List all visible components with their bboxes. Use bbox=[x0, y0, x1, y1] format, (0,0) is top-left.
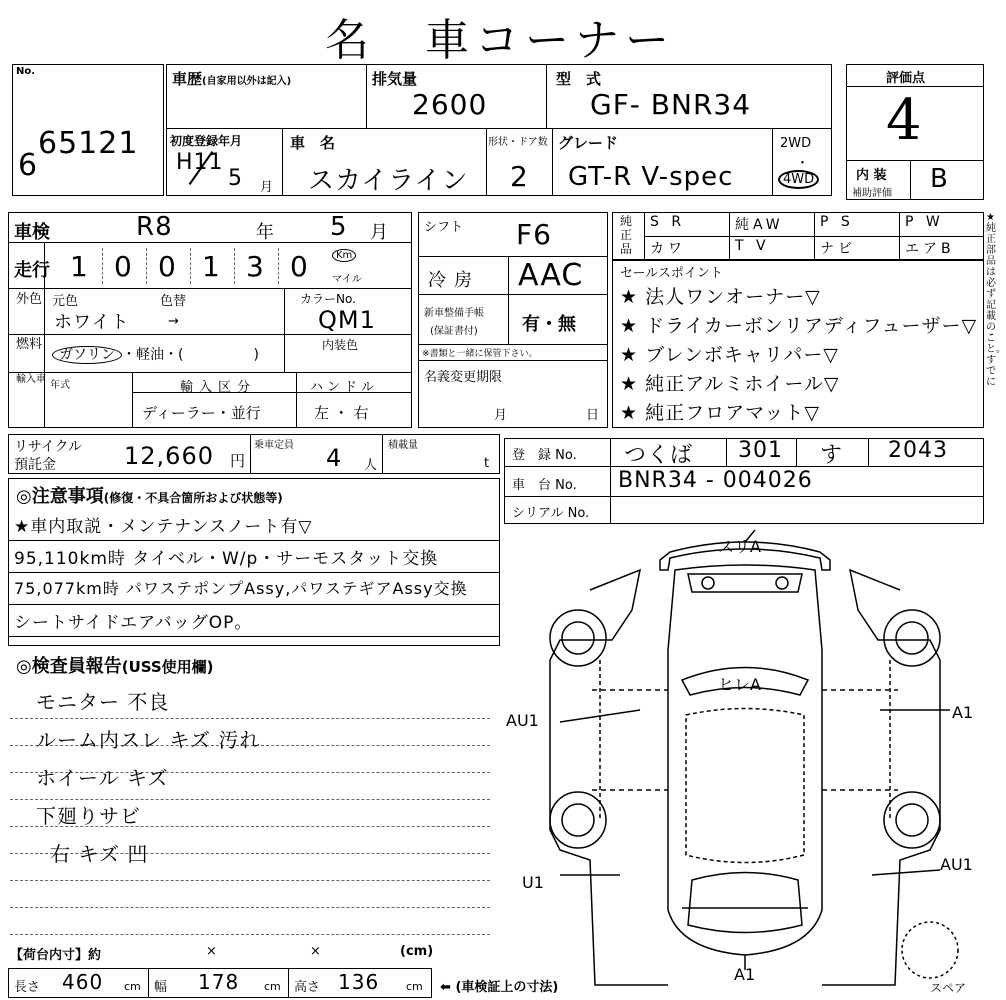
color-no-value: QM1 bbox=[318, 306, 376, 334]
mark-rear: スリA bbox=[718, 537, 761, 556]
mark-bottom: A1 bbox=[734, 965, 756, 984]
service-book-value: 有・無 bbox=[522, 314, 576, 335]
lot-number: 65121 bbox=[38, 126, 139, 161]
cargo-x1: × bbox=[206, 944, 217, 959]
equipment-item: 純AW bbox=[735, 217, 784, 233]
handle-label: ハンドル bbox=[310, 380, 379, 395]
grade-score-value: 4 bbox=[886, 88, 923, 153]
equipment-item: ナビ bbox=[820, 241, 856, 257]
lot-prefix: 6 bbox=[18, 148, 39, 183]
height-label: 高さ bbox=[294, 980, 321, 995]
name-change-day: 日 bbox=[586, 408, 600, 423]
import-category-value: ディーラー・並行 bbox=[142, 404, 261, 422]
drive-4wd: 4WD bbox=[778, 172, 819, 187]
no-label: No. bbox=[16, 66, 36, 77]
sales-point-item: ★ 純正アルミホイール▽ bbox=[620, 373, 840, 395]
interior-value: B bbox=[930, 164, 949, 194]
fuel-label: 燃料 bbox=[16, 337, 43, 352]
note-line: シートサイドエアバッグOP。 bbox=[14, 613, 253, 633]
name-change-month: 月 bbox=[494, 408, 508, 423]
mark-right-front: A1 bbox=[952, 703, 974, 722]
mileage-unit-mile: マイル bbox=[332, 274, 362, 285]
doors-value: 2 bbox=[510, 160, 529, 193]
note-line: ★車内取説・メンテナンスノート有▽ bbox=[14, 517, 313, 537]
cargo-x2: × bbox=[310, 944, 321, 959]
spare-label: スペア bbox=[930, 981, 967, 995]
width-unit: cm bbox=[264, 980, 281, 993]
equipment-label: 純正品 bbox=[620, 214, 633, 256]
equipment-item: P W bbox=[905, 214, 944, 230]
mileage-digit: 1 bbox=[202, 250, 221, 283]
capacity-value: 4 bbox=[326, 444, 343, 472]
registration-area: つくば bbox=[624, 443, 694, 468]
import-category-label: 輸入区分 bbox=[180, 380, 257, 395]
chassis-value: BNR34 - 004026 bbox=[618, 468, 813, 493]
import-label: 輸入車 bbox=[16, 374, 46, 385]
mark-roof: ヒレA bbox=[718, 675, 761, 694]
drive-2wd: 2WD bbox=[780, 136, 812, 151]
height-value: 136 bbox=[338, 970, 380, 994]
registration-kana: す bbox=[820, 443, 844, 468]
mileage-digit: 3 bbox=[246, 250, 265, 283]
drive-dot: ・ bbox=[796, 156, 810, 171]
first-reg-label: 初度登録年月 bbox=[170, 134, 243, 148]
load-unit: t bbox=[484, 456, 490, 471]
displacement-label: 排気量 bbox=[372, 70, 418, 88]
note-line: 95,110km時 タイベル・W/p・サーモスタット交換 bbox=[14, 549, 439, 569]
grade-label: グレード bbox=[558, 134, 619, 152]
mileage-label: 走行 bbox=[14, 260, 50, 281]
capacity-label: 乗車定員 bbox=[254, 440, 294, 451]
first-reg-month: 5 bbox=[228, 166, 243, 191]
registration-class: 301 bbox=[738, 438, 783, 463]
length-label: 長さ bbox=[14, 980, 41, 995]
registration-number: 2043 bbox=[888, 438, 948, 463]
arrow-left-icon: ⬅ bbox=[440, 980, 451, 995]
grade-value: GT-R V-spec bbox=[568, 162, 734, 192]
first-reg-year: H11 bbox=[176, 150, 224, 175]
mileage-digit: 0 bbox=[290, 250, 309, 283]
interior-label-1: 内 装 bbox=[856, 168, 887, 183]
inspection-label: 車検 bbox=[14, 222, 50, 243]
inspection-month-value: 5 bbox=[330, 212, 348, 242]
inspector-line: モニター 不良 bbox=[36, 690, 170, 714]
car-name-value: スカイライン bbox=[308, 166, 469, 196]
chassis-label: 車 台 No. bbox=[512, 478, 577, 493]
import-year-label: 年式 bbox=[50, 380, 70, 391]
mileage-digit: 0 bbox=[158, 250, 177, 283]
grade-score-label: 評価点 bbox=[886, 71, 926, 86]
note-line: 75,077km時 パワステポンプAssy,パワステギアAssy交換 bbox=[14, 579, 468, 598]
aircon-value: AAC bbox=[518, 258, 584, 293]
inspector-line: ホイール キズ bbox=[36, 766, 169, 790]
inspection-value: R8 bbox=[136, 212, 173, 242]
mark-right-rear: AU1 bbox=[940, 855, 973, 874]
sales-point-item: ★ 法人ワンオーナー▽ bbox=[620, 286, 821, 308]
equipment-item: エアB bbox=[905, 241, 955, 257]
model-label: 型 式 bbox=[556, 70, 602, 88]
displacement-value: 2600 bbox=[412, 88, 488, 121]
sales-point-item: ★ 純正フロアマット▽ bbox=[620, 402, 820, 424]
recycle-unit: 円 bbox=[230, 452, 246, 470]
interior-label-2: 補助評価 bbox=[852, 188, 892, 199]
mileage-digit: 1 bbox=[70, 250, 89, 283]
aircon-label: 冷房 bbox=[428, 270, 480, 291]
shift-value: F6 bbox=[516, 218, 552, 251]
mark-left-front: AU1 bbox=[506, 711, 539, 730]
repaint-arrow: → bbox=[168, 314, 179, 329]
sales-point-item: ★ ドライカーボンリアディフューザー▽ bbox=[620, 315, 978, 337]
equipment-item: P S bbox=[820, 214, 854, 230]
name-change-label: 名義変更期限 bbox=[424, 370, 503, 385]
height-unit: cm bbox=[406, 980, 423, 993]
recycle-value: 12,660 bbox=[124, 442, 214, 470]
interior-color-label: 内装色 bbox=[322, 338, 359, 352]
page-title: 名 車コーナー bbox=[325, 15, 675, 66]
color-no-label: カラーNo. bbox=[300, 292, 356, 306]
load-label: 積載量 bbox=[388, 440, 418, 451]
equipment-item: S R bbox=[650, 214, 686, 230]
inspector-title: ◎検査員報告(USS使用欄) bbox=[16, 656, 214, 677]
cargo-unit: (cm) bbox=[400, 944, 434, 959]
middle-info-table bbox=[418, 212, 608, 428]
inspector-line: 下廻りサビ bbox=[36, 804, 141, 828]
recycle-label-1: リサイクル bbox=[14, 439, 83, 455]
first-reg-month-unit: 月 bbox=[260, 180, 274, 195]
recycle-label-2: 預託金 bbox=[14, 457, 56, 473]
equipment-item: カワ bbox=[650, 241, 686, 257]
serial-label: シリアル No. bbox=[512, 506, 590, 521]
mileage-digit: 0 bbox=[114, 250, 133, 283]
sales-point-item: ★ ブレンボキャリパー▽ bbox=[620, 344, 839, 366]
registration-label: 登 録 No. bbox=[512, 448, 577, 463]
inspector-line: ルーム内スレ キズ 汚れ bbox=[36, 728, 261, 752]
length-unit: cm bbox=[124, 980, 141, 993]
dimensions-note: ⬅ (車検証上の寸法) bbox=[440, 980, 559, 995]
service-book-label-2: (保証書付) bbox=[430, 326, 478, 337]
service-book-label-1: 新車整備手帳 bbox=[424, 308, 484, 319]
history-label: 車歴(自家用以外は記入) bbox=[172, 70, 292, 88]
width-value: 178 bbox=[198, 970, 240, 994]
original-color-value: ホワイト bbox=[54, 312, 130, 333]
handle-value: 左 ・ 右 bbox=[314, 404, 369, 422]
car-name-label: 車 名 bbox=[290, 134, 336, 152]
inspector-line: 右 キズ 凹 bbox=[50, 842, 149, 866]
capacity-unit: 人 bbox=[364, 458, 378, 473]
mark-left-rear: U1 bbox=[522, 873, 544, 892]
notes-title: ◎注意事項(修復・不具合箇所および状態等) bbox=[16, 486, 283, 507]
length-value: 460 bbox=[62, 970, 104, 994]
service-book-note: ※書類と一緒に保管下さい。 bbox=[422, 349, 538, 359]
cargo-label: 【荷台内寸】約 bbox=[10, 948, 102, 963]
original-color-label: 元色 bbox=[52, 294, 79, 309]
equipment-item: T V bbox=[735, 238, 770, 254]
model-value: GF- BNR34 bbox=[590, 88, 752, 121]
width-label: 幅 bbox=[154, 980, 168, 995]
car-damage-diagram bbox=[500, 530, 990, 1000]
inspection-month-unit: 月 bbox=[370, 222, 388, 243]
mileage-unit-km: Km bbox=[332, 250, 356, 261]
fuel-values: ガソリン ・軽油・( ) bbox=[52, 344, 259, 364]
doors-label: 形状・ドア数 bbox=[488, 137, 548, 148]
sales-points-label: セールスポイント bbox=[620, 266, 723, 281]
inspection-year-unit: 年 bbox=[256, 222, 274, 243]
side-note: ★純正部品は必ず記載のこと。すでに bbox=[986, 212, 1006, 388]
exterior-label: 外色 bbox=[16, 292, 43, 307]
shift-label: シフト bbox=[424, 220, 464, 235]
repaint-label: 色替 bbox=[160, 294, 187, 309]
